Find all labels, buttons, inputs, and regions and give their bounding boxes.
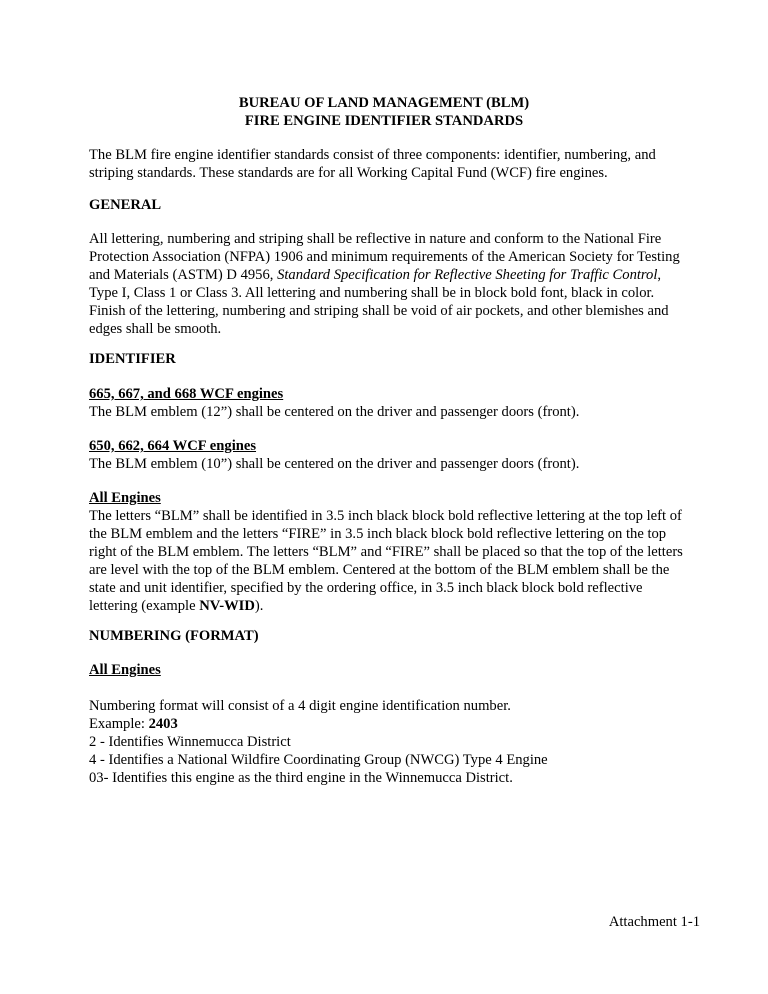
- identifier-sub3-text-after: ).: [254, 598, 264, 614]
- numbering-example-value: 2403: [148, 716, 178, 732]
- identifier-sub2-heading: 650, 662, 664 WCF engines: [89, 438, 257, 454]
- numbering-sub-heading: All Engines: [89, 662, 161, 678]
- identifier-sub1-heading: 665, 667, and 668 WCF engines: [89, 386, 284, 402]
- identifier-sub3-heading: All Engines: [89, 490, 161, 506]
- identifier-heading: IDENTIFIER: [89, 351, 176, 367]
- general-heading: GENERAL: [89, 197, 162, 213]
- general-text-before: All lettering, numbering and striping shall be reflective in nature and conform to the National Fire Protection Association (NFPA) 1906 and minimum requirements of the American Society for Testing and Materials (ASTM) D 4956,: [89, 231, 680, 283]
- identifier-sub2-text: The BLM emblem (10”) shall be centered on the driver and passenger doors (front).: [89, 456, 580, 472]
- identifier-example-code: NV-WID: [199, 598, 255, 614]
- general-paragraph: [89, 230, 689, 338]
- general-text-after: , Type I, Class 1 or Class 3. All lettering and numbering shall be in block bold font, black in color. Finish of the lettering, numbering and striping shall be void of air pockets, and other blemishes and edges shall be smooth.: [89, 267, 669, 337]
- numbering-line-1: Numbering format will consist of a 4 digit engine identification number.: [89, 698, 511, 714]
- identifier-sub3-text-before: The letters “BLM” shall be identified in 3.5 inch black block bold reflective lettering at the top left of the BLM emblem and the letters “FIRE” in 3.5 inch black block bold reflective lettering on the top right of the BLM emblem. The letters “BLM” and “FIRE” shall be placed so that the top of the letters are level with the top of the BLM emblem. Centered at the bottom of the BLM emblem shall be the state and unit identifier, specified by the ordering office, in 3.5 inch black block bold reflective lettering (example: [89, 508, 683, 614]
- identifier-sub1-text: The BLM emblem (12”) shall be centered on the driver and passenger doors (front).: [89, 404, 580, 420]
- numbering-details: [89, 697, 689, 787]
- numbering-example-label: Example:: [89, 716, 149, 732]
- intro-paragraph: The BLM fire engine identifier standards consist of three components: identifier, numbering, and striping standards. These standards are for all Working Capital Fund (WCF) fire engines.: [89, 147, 656, 181]
- numbering-line-5: 03- Identifies this engine as the third engine in the Winnemucca District.: [89, 770, 513, 786]
- page-footer: Attachment 1-1: [608, 914, 700, 930]
- general-italic-title: Standard Specification for Reflective Sheeting for Traffic Control: [277, 267, 658, 283]
- title-line-1: BUREAU OF LAND MANAGEMENT (BLM): [238, 95, 530, 111]
- numbering-example: [89, 715, 689, 733]
- title-line-2: FIRE ENGINE IDENTIFIER STANDARDS: [244, 113, 524, 129]
- identifier-sub3-paragraph: [89, 507, 689, 615]
- document-title: [0, 94, 768, 130]
- numbering-line-4: 4 - Identifies a National Wildfire Coordinating Group (NWCG) Type 4 Engine: [89, 752, 548, 768]
- numbering-line-3: 2 - Identifies Winnemucca District: [89, 734, 291, 750]
- numbering-heading: NUMBERING (FORMAT): [89, 628, 259, 644]
